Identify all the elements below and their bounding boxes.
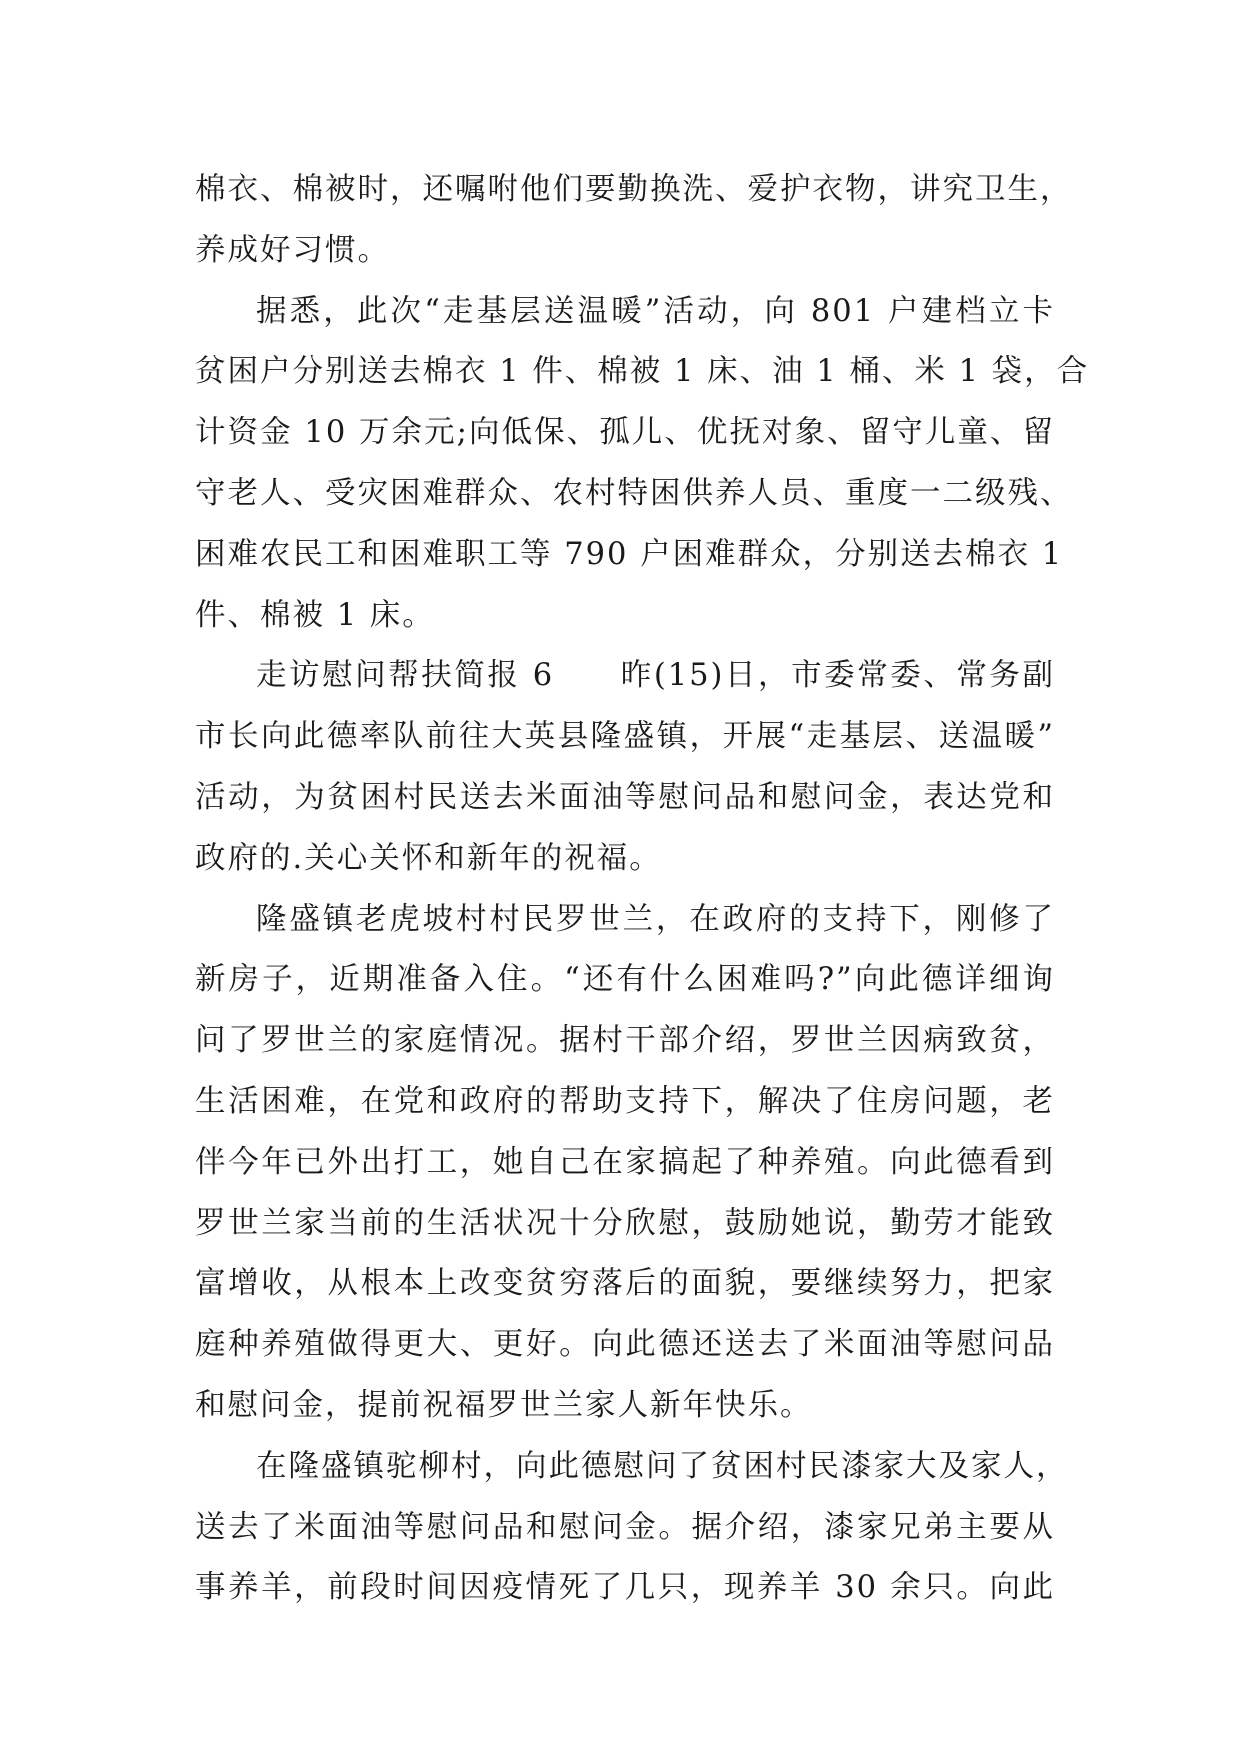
text-line: 贫困户分别送去棉衣 1 件、棉被 1 床、油 1 桶、米 1 袋，合 [195,354,1090,390]
text-line: 新房子，近期准备入住。“还有什么困难吗?”向此德详细询 [195,962,1055,998]
paragraph-2 [195,282,1090,647]
text-line: 隆盛镇老虎坡村村民罗世兰，在政府的支持下，刚修了 [256,901,1055,937]
paragraph-3 [195,646,1055,889]
text-line: 问了罗世兰的家庭情况。据村干部介绍，罗世兰因病致贫， [195,1023,1055,1059]
text-line: 据悉，此次“走基层送温暖”活动，向 801 户建档立卡 [256,293,1055,329]
text-line: 件、棉被 1 床。 [195,597,435,633]
document-body [195,160,1090,1619]
text-line: 守老人、受灾困难群众、农村特困供养人员、重度一二级残、 [195,475,1073,511]
text-line: 计资金 10 万余元;向低保、孤儿、优抚对象、留守儿童、留 [195,415,1055,451]
text-line: 庭种养殖做得更大、更好。向此德还送去了米面油等慰问品 [195,1327,1055,1363]
text-line: 和慰问金，提前祝福罗世兰家人新年快乐。 [195,1387,813,1423]
text-line: 富增收，从根本上改变贫穷落后的面貌，要继续努力，把家 [195,1266,1055,1302]
text-line: 棉衣、棉被时，还嘱咐他们要勤换洗、爱护衣物，讲究卫生， [195,172,1073,207]
text-line: 活动，为贫困村民送去米面油等慰问品和慰问金，表达党和 [195,779,1055,815]
text-line: 市长向此德率队前往大英县隆盛镇，开展“走基层、送温暖” [195,719,1055,755]
paragraph-5 [195,1437,1069,1619]
paragraph-1 [195,160,1073,282]
text-line: 事养羊，前段时间因疫情死了几只，现养羊 30 余只。向此 [195,1570,1055,1606]
text-line: 伴今年已外出打工，她自己在家搞起了种养殖。向此德看到 [195,1144,1055,1180]
text-line: 在隆盛镇驼柳村，向此德慰问了贫困村民漆家大及家人， [256,1448,1069,1484]
text-line: 困难农民工和困难职工等 790 户困难群众，分别送去棉衣 1 [195,536,1064,572]
paragraph-4 [195,890,1055,1437]
text-line: 罗世兰家当前的生活状况十分欣慰，鼓励她说，勤劳才能致 [195,1205,1055,1241]
text-line: 养成好习惯。 [195,232,390,268]
text-line: 政府的.关心关怀和新年的祝福。 [195,840,662,876]
text-line: 生活困难，在党和政府的帮助支持下，解决了住房问题，老 [195,1083,1055,1119]
text-line: 送去了米面油等慰问品和慰问金。据介绍，漆家兄弟主要从 [195,1509,1055,1545]
text-line: 走访慰问帮扶简报 6 昨(15)日，市委常委、常务副 [256,658,1055,694]
